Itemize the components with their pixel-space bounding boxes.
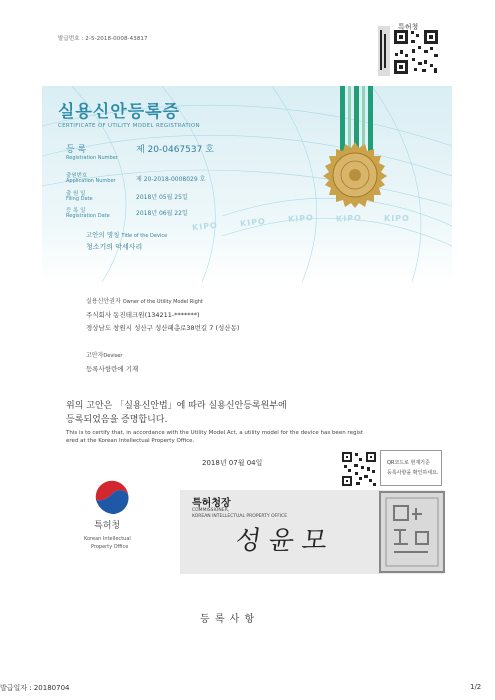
issue-date: 2018년 07월 04일: [202, 459, 263, 467]
page-number: 1/2: [470, 683, 482, 691]
kipo-watermark: KIPO: [384, 214, 410, 223]
application-number: 제 20-2018-0008029 호: [136, 176, 206, 183]
statement-en-line1: This is to certify that, in accordance with the Utility Model Act, a utility model for the device has been regist: [66, 430, 364, 436]
logo-name-en1: Korean Intellectual: [84, 536, 131, 542]
verify-note-line2: 등록사항을 확인하세요.: [387, 470, 439, 476]
certificate-title-en: CERTIFICATE OF UTILITY MODEL REGISTRATION: [58, 123, 200, 129]
logo-name-en2: Property Office: [91, 544, 129, 550]
issue-number: 발급번호 : 2-5-2018-0008-43817: [58, 36, 148, 42]
statement-ko-line1: 위의 고안은 「실용신안법」에 따라 실용신안등록원부에: [66, 401, 287, 411]
footer-issue-date: 발급일자 : 20180704: [0, 684, 70, 692]
gold-seal-icon: [322, 142, 388, 208]
registration-date: 2018년 06월 22일: [136, 210, 188, 217]
commissioner-title: 특허청장: [192, 498, 231, 509]
owner-address: 경상남도 창원시 성산구 성산패총로38번길 7 (성산동): [86, 324, 240, 332]
application-label-en: Application Number: [66, 178, 116, 184]
deviser-label-ko: 고안자: [86, 352, 104, 359]
statement-ko-line2: 등록되었음을 증명합니다.: [66, 415, 168, 425]
kipo-watermark: KIPO: [239, 216, 267, 229]
application-label: 출원번호: [66, 173, 88, 179]
owner-label: [86, 296, 203, 305]
verify-qr-block: [340, 450, 378, 488]
owner-label-en: Owner of the Utility Model Right: [122, 299, 203, 305]
kipo-watermark: KIPO: [287, 213, 315, 224]
registration-date-label: 등 록 일: [66, 208, 86, 214]
kipo-watermark: KIPO: [191, 220, 219, 233]
deviser-value: 등록사항란에 기재: [86, 365, 139, 373]
filing-date: 2018년 05월 25일: [136, 194, 188, 201]
commissioner-signature: 성윤모: [233, 526, 338, 556]
filing-date-label: 출 원 일: [66, 191, 86, 197]
device-title-label: [86, 230, 167, 239]
commissioner-title-en2: KOREAN INTELLECTUAL PROPERTY OFFICE: [192, 514, 288, 519]
registration-number: 제 20-0467537 호: [136, 145, 214, 155]
owner-label-ko: 실용신안권자: [86, 298, 121, 305]
deviser-label: [86, 350, 122, 359]
logo-name-ko: 특허청: [94, 521, 121, 531]
section-title: 등 록 사 항: [200, 614, 256, 625]
filing-date-label-en: Filing Date: [66, 196, 93, 202]
kipo-logo-icon: [92, 478, 132, 516]
device-title-label-en: Title of the Device: [121, 233, 168, 239]
device-title-value: 청소기의 악세사리: [86, 243, 143, 251]
verify-note-line1: QR코드로 현재기준: [387, 460, 430, 466]
official-stamp-icon: [376, 486, 450, 578]
certificate-title: 실용신안등록증: [58, 102, 180, 122]
kipo-watermark: KIPO: [335, 213, 362, 224]
registration-date-label-en: Registration Date: [66, 213, 110, 219]
commissioner-title-en1: COMMISSIONER,: [192, 508, 230, 513]
registration-label-en: Registration Number: [66, 155, 118, 161]
owner-name: 주식회사 동진테크원(134211-*******): [86, 311, 200, 319]
verify-note-box: [380, 450, 442, 486]
device-title-label-ko: 고안의 명칭: [86, 231, 120, 239]
statement-en-line2: ered at the Korean Intellectual Property Office.: [66, 438, 195, 444]
qr-label: 특허청: [398, 23, 419, 31]
deviser-label-en: Deviser: [103, 353, 123, 359]
verify-qr-icon: [340, 450, 378, 488]
registration-label: 등 록: [66, 145, 87, 155]
